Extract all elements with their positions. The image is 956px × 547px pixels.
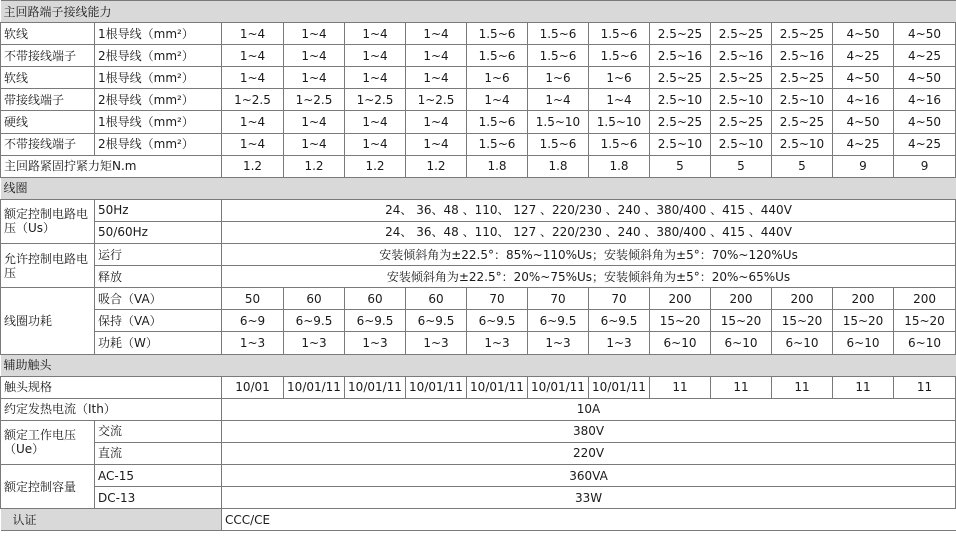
value-cell: 1.5~6 [528,23,589,45]
value-cell: 1~4 [406,45,467,67]
row-sublabel: 直流 [95,442,222,464]
table-row [1,487,956,509]
value-cell: 6~10 [833,332,894,354]
value-cell: 4~50 [894,111,956,133]
value-cell: 2.5~25 [650,111,711,133]
table-row [1,266,956,288]
value-cell: 1~4 [222,133,284,155]
merged-value-cell: 10A [222,398,956,420]
value-cell: 1~4 [528,89,589,111]
table-row-certification [1,509,956,531]
value-cell: 15~20 [833,310,894,332]
row-sublabel: 1根导线（mm²） [95,23,222,45]
value-cell: 2.5~25 [772,111,833,133]
value-cell: 10/01/11 [284,376,345,398]
value-cell: 1~2.5 [222,89,284,111]
value-cell: 1~6 [467,67,528,89]
group-label: 额定控制电路电压（Us） [1,199,95,243]
row-label: 主回路紧固拧紧力矩N.m [1,155,222,177]
spec-table-body [1,1,956,531]
value-cell: 4~50 [833,67,894,89]
value-cell: 9 [894,155,956,177]
value-cell: 9 [833,155,894,177]
row-label: 不带接线端子 [1,133,95,155]
value-cell: 15~20 [650,310,711,332]
table-row [1,67,956,89]
value-cell: 1.5~6 [528,45,589,67]
value-cell: 4~50 [833,111,894,133]
value-cell: 4~25 [894,133,956,155]
table-row [1,464,956,486]
value-cell: 1~4 [222,23,284,45]
value-cell: 6~9.5 [467,310,528,332]
value-cell: 11 [711,376,772,398]
value-cell: 1~3 [467,332,528,354]
row-sublabel: 50Hz [95,199,222,221]
value-cell: 6~9.5 [406,310,467,332]
merged-value-cell: 安装倾斜角为±22.5°：85%~110%Us；安装倾斜角为±5°：70%~120%Us [222,244,956,266]
value-cell: 1~4 [284,67,345,89]
value-cell: 70 [528,288,589,310]
value-cell: 1~4 [284,23,345,45]
value-cell: 4~50 [833,23,894,45]
value-cell: 5 [650,155,711,177]
value-cell: 4~50 [894,23,956,45]
value-cell: 6~10 [772,332,833,354]
table-row [1,442,956,464]
merged-value-cell: 24、 36、48 、110、 127 、220/230 、240 、380/400 、415 、440V [222,221,956,243]
value-cell: 11 [833,376,894,398]
table-row [1,23,956,45]
section-title: 线圈 [1,177,956,199]
value-cell: 15~20 [772,310,833,332]
table-row [1,45,956,67]
table-row [1,288,956,310]
value-cell: 1~4 [345,45,406,67]
value-cell: 6~10 [650,332,711,354]
value-cell: 1~2.5 [345,89,406,111]
value-cell: 1~2.5 [406,89,467,111]
merged-value-cell: 33W [222,487,956,509]
merged-value-cell: 安装倾斜角为±22.5°：20%~75%Us；安装倾斜角为±5°：20%~65%Us [222,266,956,288]
value-cell: 2.5~10 [772,89,833,111]
row-label: 认证 [1,509,222,531]
table-row [1,111,956,133]
table-row [1,310,956,332]
row-sublabel: 吸合（VA） [95,288,222,310]
value-cell: 1.5~6 [589,133,650,155]
value-cell: 1.5~10 [589,111,650,133]
row-sublabel: 释放 [95,266,222,288]
value-cell: 1~4 [406,111,467,133]
value-cell: 70 [467,288,528,310]
value-cell: 2.5~25 [711,111,772,133]
value-cell: 1~2.5 [284,89,345,111]
value-cell: 2.5~10 [711,133,772,155]
value-cell: 60 [406,288,467,310]
value-cell: 1~4 [467,89,528,111]
value-cell: 1~4 [222,45,284,67]
value-cell: 1.8 [467,155,528,177]
value-cell: 1~3 [345,332,406,354]
value-cell: 1~4 [222,67,284,89]
table-row [1,398,956,420]
value-cell: 2.5~10 [711,89,772,111]
section-header-main-circuit [1,1,956,23]
merged-value-cell: 380V [222,420,956,442]
row-sublabel: 功耗（W） [95,332,222,354]
value-cell: 10/01/11 [406,376,467,398]
row-label: 硬线 [1,111,95,133]
value-cell: 5 [711,155,772,177]
section-title: 主回路端子接线能力 [1,1,956,23]
value-cell: 2.5~16 [650,45,711,67]
value-cell: 15~20 [894,310,956,332]
merged-value-cell: 220V [222,442,956,464]
row-label: 触头规格 [1,376,222,398]
value-cell: 1.2 [406,155,467,177]
value-cell: 1.5~6 [528,133,589,155]
table-row [1,199,956,221]
value-cell: 11 [772,376,833,398]
value-cell: 10/01/11 [589,376,650,398]
value-cell: 1.5~6 [467,45,528,67]
value-cell: 1~6 [528,67,589,89]
value-cell: 1~4 [406,67,467,89]
value-cell: 6~10 [894,332,956,354]
value-cell: 2.5~25 [711,23,772,45]
merged-value-cell: 24、 36、48 、110、 127 、220/230 、240 、380/400 、415 、440V [222,199,956,221]
value-cell: 1~4 [345,23,406,45]
row-sublabel: 保持（VA） [95,310,222,332]
value-cell: 1~4 [345,67,406,89]
value-cell: 1~4 [589,89,650,111]
table-row [1,332,956,354]
row-sublabel: DC-13 [95,487,222,509]
value-cell: 4~25 [894,45,956,67]
row-sublabel: 2根导线（mm²） [95,89,222,111]
row-label: 软线 [1,23,95,45]
row-label: 带接线端子 [1,89,95,111]
section-header-aux [1,354,956,376]
value-cell: 6~9.5 [589,310,650,332]
row-sublabel: 1根导线（mm²） [95,67,222,89]
table-row [1,133,956,155]
value-cell: 1~4 [284,45,345,67]
table-row [1,376,956,398]
value-cell: 1~4 [345,111,406,133]
value-cell: 200 [650,288,711,310]
row-sublabel: 交流 [95,420,222,442]
value-cell: 1~3 [284,332,345,354]
group-label: 允许控制电路电压 [1,244,95,288]
row-sublabel: 2根导线（mm²） [95,45,222,67]
value-cell: 1~4 [406,133,467,155]
value-cell: 10/01/11 [528,376,589,398]
value-cell: 1.8 [589,155,650,177]
table-row [1,221,956,243]
table-row [1,420,956,442]
value-cell: 4~16 [833,89,894,111]
value-cell: 6~10 [711,332,772,354]
value-cell: 70 [589,288,650,310]
row-sublabel: 2根导线（mm²） [95,133,222,155]
value-cell: 6~9 [222,310,284,332]
value-cell: 10/01 [222,376,284,398]
value-cell: 50 [222,288,284,310]
value-cell: 4~25 [833,133,894,155]
table-row [1,155,956,177]
value-cell: 1.8 [528,155,589,177]
value-cell: 200 [833,288,894,310]
value-cell: 2.5~16 [711,45,772,67]
value-cell: 6~9.5 [528,310,589,332]
value-cell: 5 [772,155,833,177]
value-cell: 2.5~10 [650,89,711,111]
value-cell: 1~3 [222,332,284,354]
value-cell: 10/01/11 [467,376,528,398]
value-cell: 6~9.5 [284,310,345,332]
value-cell: 2.5~16 [772,45,833,67]
row-sublabel: 50/60Hz [95,221,222,243]
merged-value-cell: CCC/CE [222,509,956,531]
value-cell: 4~25 [833,45,894,67]
row-sublabel: 1根导线（mm²） [95,111,222,133]
value-cell: 200 [772,288,833,310]
value-cell: 1~4 [284,111,345,133]
row-label: 软线 [1,67,95,89]
value-cell: 1.5~6 [467,133,528,155]
value-cell: 2.5~10 [650,133,711,155]
row-sublabel: AC-15 [95,464,222,486]
value-cell: 11 [894,376,956,398]
value-cell: 1~3 [406,332,467,354]
value-cell: 1~4 [222,111,284,133]
value-cell: 11 [650,376,711,398]
value-cell: 10/01/11 [345,376,406,398]
section-title: 辅助触头 [1,354,956,376]
value-cell: 2.5~10 [772,133,833,155]
group-label: 额定工作电压（Ue） [1,420,95,464]
row-sublabel: 运行 [95,244,222,266]
value-cell: 2.5~25 [772,23,833,45]
value-cell: 1.5~6 [589,23,650,45]
value-cell: 200 [894,288,956,310]
value-cell: 1~4 [406,23,467,45]
table-row [1,244,956,266]
value-cell: 200 [711,288,772,310]
value-cell: 4~16 [894,89,956,111]
value-cell: 1~4 [284,133,345,155]
value-cell: 1.2 [345,155,406,177]
value-cell: 1.5~6 [589,45,650,67]
value-cell: 1~6 [589,67,650,89]
value-cell: 1~4 [345,133,406,155]
value-cell: 6~9.5 [345,310,406,332]
value-cell: 1.5~6 [467,111,528,133]
value-cell: 15~20 [711,310,772,332]
value-cell: 2.5~25 [772,67,833,89]
group-label: 额定控制容量 [1,464,95,508]
value-cell: 1.2 [284,155,345,177]
value-cell: 2.5~25 [711,67,772,89]
merged-value-cell: 360VA [222,464,956,486]
value-cell: 4~50 [894,67,956,89]
value-cell: 1~3 [528,332,589,354]
value-cell: 1.5~10 [528,111,589,133]
value-cell: 2.5~25 [650,67,711,89]
row-label: 不带接线端子 [1,45,95,67]
value-cell: 1~3 [589,332,650,354]
table-row [1,89,956,111]
value-cell: 2.5~25 [650,23,711,45]
section-header-coil [1,177,956,199]
group-label: 线圈功耗 [1,288,95,354]
value-cell: 60 [345,288,406,310]
row-label: 约定发热电流（Ith） [1,398,222,420]
value-cell: 1.5~6 [467,23,528,45]
value-cell: 60 [284,288,345,310]
value-cell: 1.2 [222,155,284,177]
